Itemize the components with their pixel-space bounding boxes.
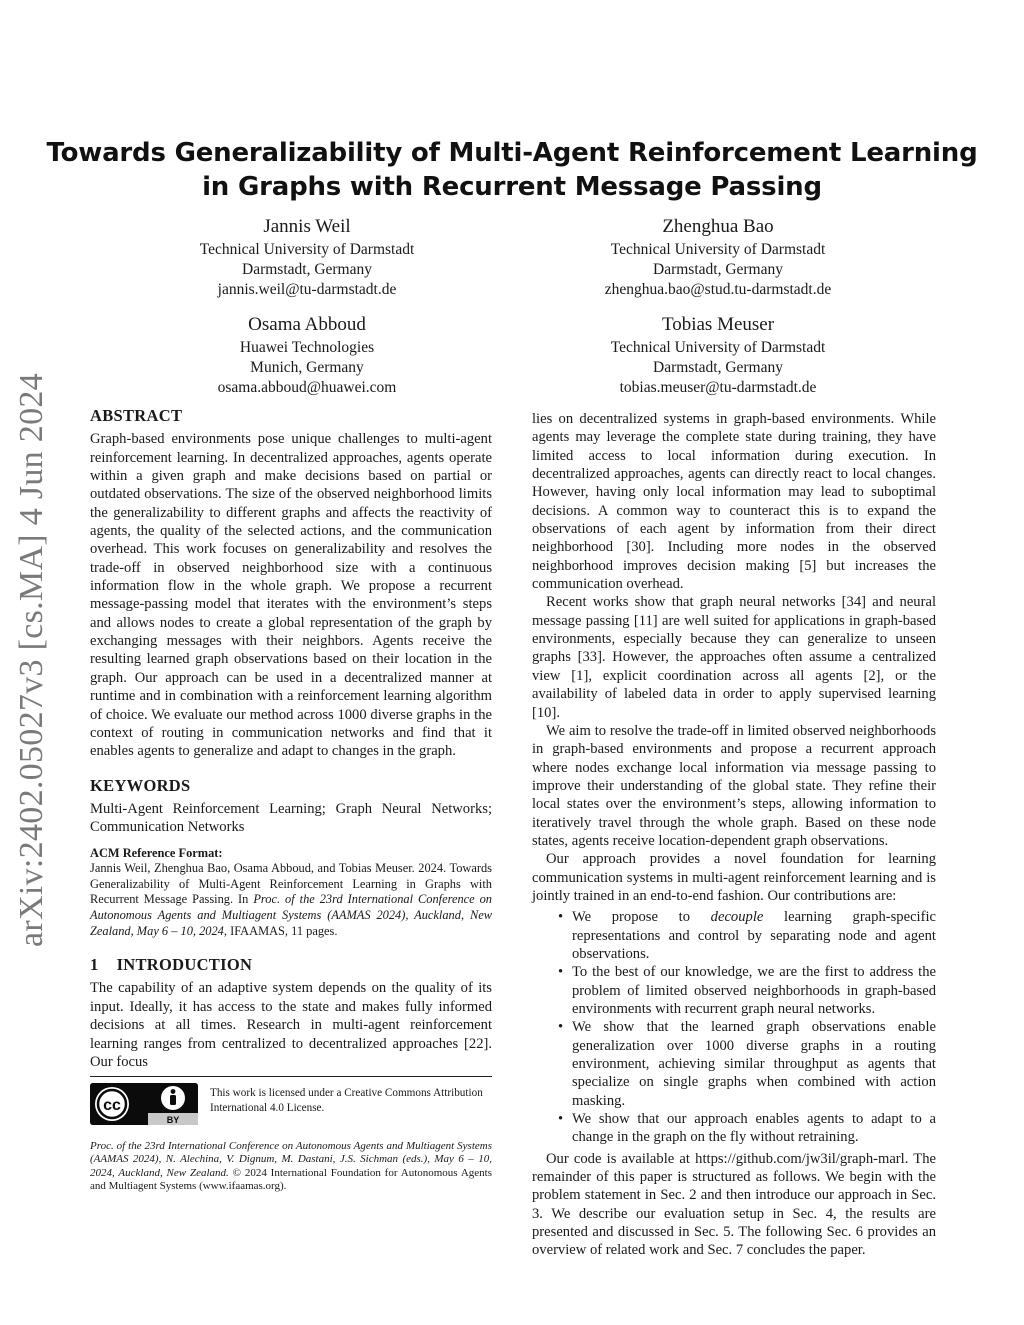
license-row [90, 1083, 492, 1125]
title-line-2: in Graphs with Recurrent Message Passing [202, 172, 822, 202]
right-paragraph-5: Our code is available at https://github.com/jw3il/graph-marl. The remainder of this paper is structured as follows. We begin with the problem statement in Sec. 2 and then introduce our approach in Sec. 3. We describe our evaluation setup in Sec. 4, the results are presented and discussed in Sec. 5. The following Sec. 6 provides an overview of related work and Sec. 7 concludes the paper. [532, 1150, 936, 1259]
right-paragraph-2: Recent works show that graph neural networks [34] and neural message passing [11] are well suited for applications in graph-based environments, especially because they can generalize to unseen graphs [33]. However, the approaches often assume a centralized view [1], explicit coordination across all agents [2], or the availability of labeled data in order to apply supervised learning [10]. [532, 594, 936, 721]
proceedings-plain: © 2024 International Foundation for Autonomous Agents and Multiagent Systems (www.ifaamas.org). [90, 1166, 492, 1193]
bullet-glyph: • [558, 909, 564, 926]
author-email: jannis.weil@tu-darmstadt.de [217, 281, 397, 298]
license-text: This work is licensed under a Creative Commons Attribution International 4.0 License. [210, 1087, 483, 1114]
author-affiliation: Technical University of Darmstadt [610, 339, 826, 356]
intro-paragraph-1: The capability of an adaptive system depends on the quality of its input. Ideally, it has access to the state and makes fully informed decisions at all times. Research in multi-agent reinforcement learning ranges from centralized to decentralized approaches [22]. Our focus [90, 980, 492, 1070]
footer-rule [90, 1076, 492, 1077]
author-name: Osama Abboud [248, 314, 366, 335]
author-name: Jannis Weil [263, 216, 351, 237]
bullet-glyph: • [558, 1019, 564, 1036]
creative-commons-icon [90, 1083, 198, 1125]
arxiv-stamp [6, 360, 58, 960]
abstract-heading: ABSTRACT [90, 406, 183, 425]
list-item: • We show that our approach enables agents to adapt to a change in the graph on the fly without retraining. [558, 1111, 936, 1146]
abstract-text: Graph-based environments pose unique challenges to multi-agent reinforcement learning. In decentralized approaches, agents operate within a given graph and make decisions based on partial or outdated observations. The size of the observed neighborhood limits the generalizability to different graphs and affects the reactivity of agents, the quality of the selected actions, and the communication overhead. This work focuses on generalizability and resolves the trade-off in observed neighborhood size with a continuous information flow in the whole graph. We propose a recurrent message-passing model that iterates with the environment’s steps and allows nodes to create a global representation of the graph by exchanging messages with their neighbors. Agents receive the resulting learned graph observations based on their location in the graph. Our approach can be used in a decentralized manner at runtime and in combination with a reinforcement learning algorithm of choice. We evaluate our method across 1000 diverse graphs in the context of routing in communication networks and find that it enables agents to generalize and adapt to changes in the graph. [90, 431, 492, 760]
author-email: osama.abboud@huawei.com [217, 379, 397, 396]
keywords-text: Multi-Agent Reinforcement Learning; Graph Neural Networks; Communication Networks [90, 800, 492, 836]
keywords-heading: KEYWORDS [90, 775, 191, 795]
acm-text-italic: Proc. of the 23rd International Conference on Autonomous Agents and Multiagent Systems (AAMAS 2024), Auckland, New Zealand, May 6 – 10, 2024 [90, 892, 492, 938]
right-column [532, 410, 936, 1260]
introduction-heading [90, 956, 492, 974]
acm-heading: ACM Reference Format: [90, 845, 223, 860]
bullet-glyph: • [558, 1111, 564, 1128]
proceedings-italic: Proc. of the 23rd International Conference on Autonomous Agents and Multiagent Systems (AAMAS 2024), N. Alechina, V. Dignum, M. Dastani, J.S. Sichman (eds.), May 6 – 10, 2024, Auckland, New Zealand. [90, 1140, 492, 1179]
author-email: tobias.meuser@tu-darmstadt.de [619, 379, 817, 396]
list-item: • We show that the learned graph observations enable generalization over 1000 diverse graphs in a routing environment, achieving similar throughput as agents that specialize on single graphs when combined with action masking. [558, 1019, 936, 1109]
cc-by-badge [90, 1083, 198, 1125]
license-footer [90, 1076, 492, 1194]
author-block-4 [518, 313, 918, 398]
paper-title [40, 136, 984, 204]
author-block-2 [518, 215, 918, 300]
left-column [90, 407, 492, 1071]
by-label: BY [166, 1115, 180, 1125]
author-affiliation: Technical University of Darmstadt [610, 241, 826, 258]
author-block-3 [107, 313, 507, 398]
author-affiliation: Technical University of Darmstadt [199, 241, 415, 258]
bullet-glyph: • [558, 964, 564, 981]
acm-reference [90, 846, 492, 940]
author-name: Tobias Meuser [661, 314, 775, 335]
acm-text-plain: Jannis Weil, Zhenghua Bao, Osama Abboud, and Tobias Meuser. 2024. Towards Generalizability of Multi-Agent Reinforcement Learning in Graphs with Recurrent Message Passing. In [90, 861, 492, 907]
proceedings-note [90, 1140, 492, 1194]
intro-number: 1 [90, 955, 99, 975]
title-line-1: Towards Generalizability of Multi-Agent Reinforcement Learning [46, 138, 978, 168]
author-location: Darmstadt, Germany [653, 261, 783, 278]
contributions-list [532, 908, 936, 1146]
acm-text [90, 861, 492, 939]
right-paragraph-3: We aim to resolve the trade-off in limited observed neighborhoods in graph-based environments and propose a recurrent approach where nodes exchange local information via message passing to improve their understanding of the global state. They refine their local states over the environment’s steps, allowing information to iteratively travel through the whole graph. Based on these node states, agents receive location-dependent graph observations. [532, 722, 936, 849]
intro-title: INTRODUCTION [116, 955, 253, 975]
list-item: • We propose to decouple learning graph-specific representations and control by separating node and agent observations. [558, 909, 936, 962]
author-location: Darmstadt, Germany [653, 359, 783, 376]
author-block-1 [107, 215, 507, 300]
right-paragraph-4: Our approach provides a novel foundation for learning communication systems in multi-agent reinforcement learning and is jointly trained in an end-to-end fashion. Our contributions are: [532, 851, 936, 904]
right-paragraph-1: lies on decentralized systems in graph-based environments. While agents may leverage the complete state during training, they have limited access to local information during execution. In decentralized approaches, agents can directly react to local changes. However, having only local information may lead to suboptimal decisions. A common way to counteract this is to expand the observations of each agent by information from their direct neighborhood [30]. Including more nodes in the observed neighborhood improves decision making [5] but increases the communication overhead. [532, 411, 936, 593]
author-email: zhenghua.bao@stud.tu-darmstadt.de [604, 281, 832, 298]
author-location: Munich, Germany [250, 359, 364, 376]
author-affiliation: Huawei Technologies [239, 339, 375, 356]
list-item: • To the best of our knowledge, we are the first to address the problem of limited observed neighborhoods in graph-based environments with recurrent graph neural networks. [558, 964, 936, 1017]
acm-text-end: , IFAAMAS, 11 pages. [223, 923, 338, 938]
author-location: Darmstadt, Germany [242, 261, 372, 278]
author-name: Zhenghua Bao [662, 216, 774, 237]
arxiv-id: arXiv:2402.05027v3 [cs.MA] 4 Jun 2024 [13, 373, 50, 947]
cc-label: cc [103, 1097, 121, 1114]
